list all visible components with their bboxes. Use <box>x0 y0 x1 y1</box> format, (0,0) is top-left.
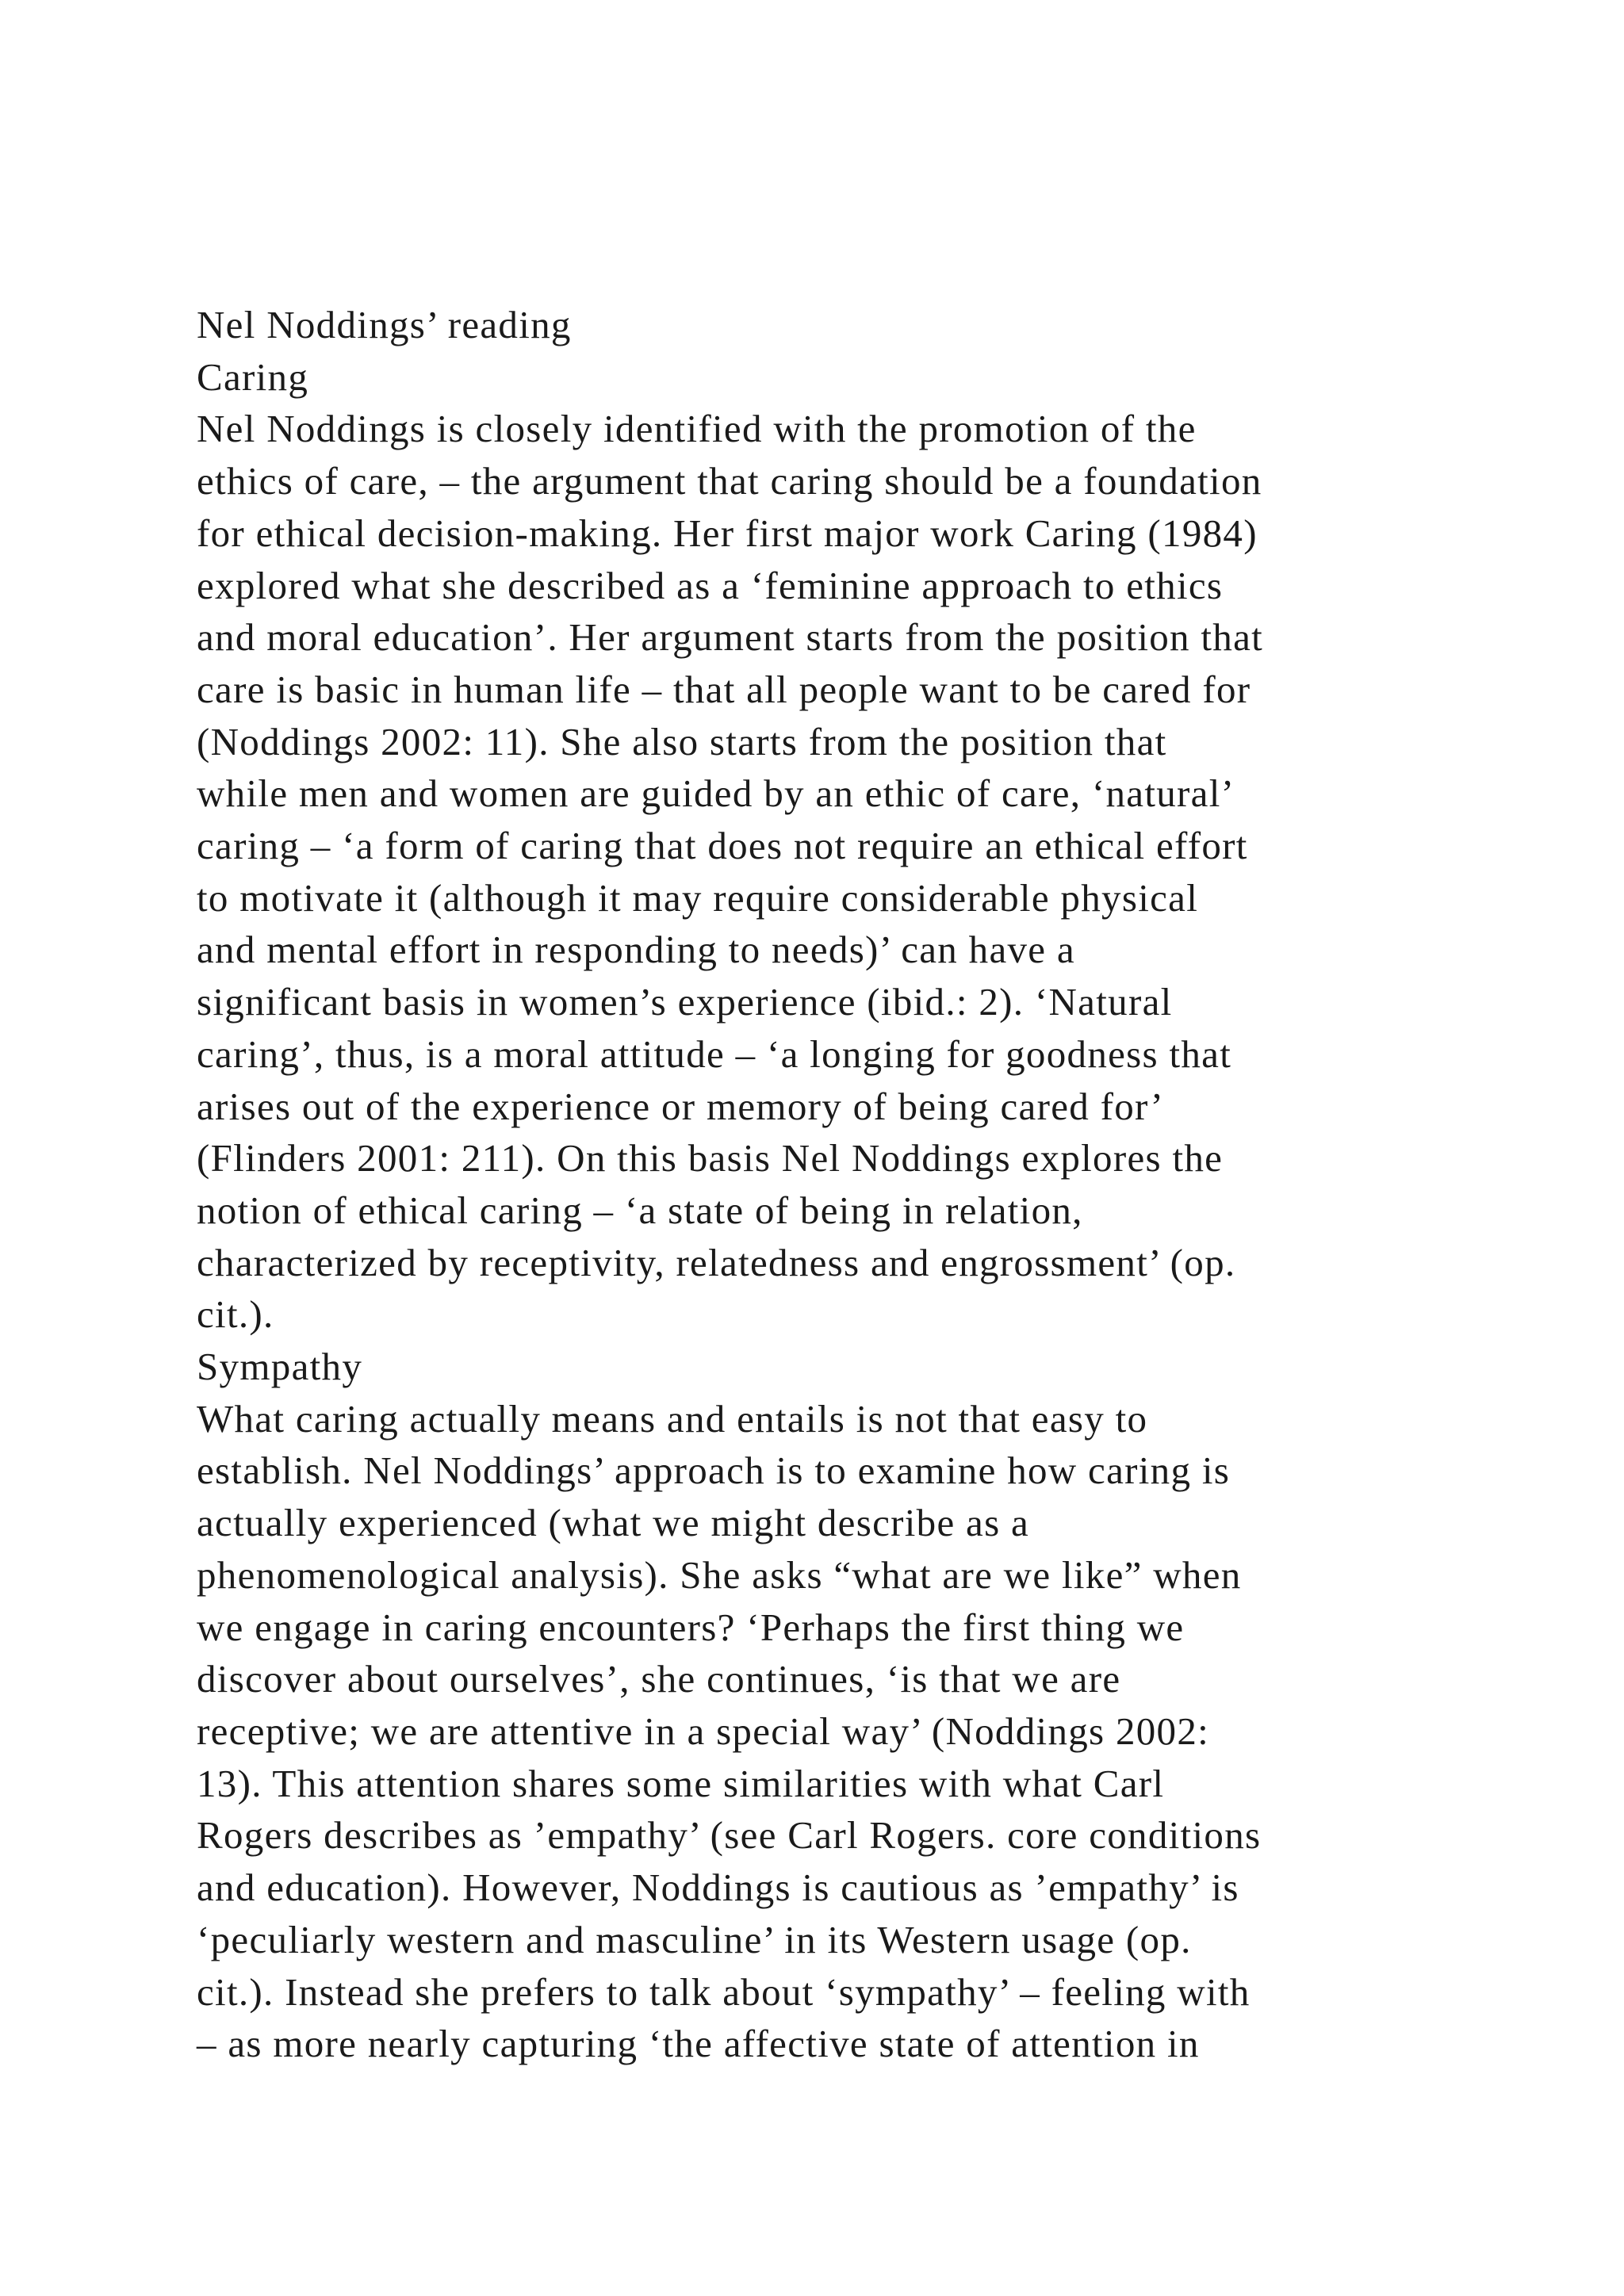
text-line: cit.). Instead she prefers to talk about ‘sympathy’ – feeling with <box>197 1969 1251 2014</box>
text-line: for ethical decision-making. Her first major work Caring (1984) <box>197 511 1258 555</box>
text-line: to motivate it (although it may require considerable physical <box>197 875 1199 920</box>
text-line: characterized by receptivity, relatedness and engrossment’ (op. <box>197 1240 1236 1284</box>
section-heading-caring: Caring <box>197 354 309 399</box>
text-line: discover about ourselves’, she continues, ‘is that we are <box>197 1657 1121 1701</box>
text-line: – as more nearly capturing ‘the affective state of attention in <box>197 2022 1200 2066</box>
text-line: receptive; we are attentive in a special way’ (Noddings 2002: <box>197 1709 1210 1753</box>
text-line: while men and women are guided by an ethic of care, ‘natural’ <box>197 771 1235 816</box>
text-line: actually experienced (what we might describe as a <box>197 1501 1030 1545</box>
text-line: and moral education’. Her argument starts from the position that <box>197 615 1264 660</box>
text-line: and education). However, Noddings is cautious as ’empathy’ is <box>197 1866 1239 1910</box>
text-line: establish. Nel Noddings’ approach is to examine how caring is <box>197 1448 1231 1493</box>
text-line: explored what she described as a ‘feminine approach to ethics <box>197 563 1224 607</box>
text-line: Nel Noddings is closely identified with the promotion of the <box>197 407 1197 451</box>
text-line: What caring actually means and entails is not that easy to <box>197 1396 1148 1441</box>
document-title: Nel Noddings’ reading <box>197 303 572 346</box>
section-heading-sympathy: Sympathy <box>197 1345 363 1389</box>
text-line: cit.). <box>197 1292 274 1337</box>
text-line: care is basic in human life – that all people want to be cared for <box>197 667 1251 711</box>
text-line: and mental effort in responding to needs)’ can have a <box>197 928 1075 972</box>
text-line: caring – ‘a form of caring that does not require an ethical effort <box>197 824 1248 868</box>
text-line: caring’, thus, is a moral attitude – ‘a longing for goodness that <box>197 1031 1232 1076</box>
text-line: notion of ethical caring – ‘a state of being in relation, <box>197 1188 1083 1232</box>
text-line: 13). This attention shares some similarities with what Carl <box>197 1761 1165 1805</box>
text-line: we engage in caring encounters? ‘Perhaps the first thing we <box>197 1605 1185 1649</box>
document-body <box>197 299 1465 2070</box>
text-line: Rogers describes as ’empathy’ (see Carl Rogers. core conditions <box>197 1813 1262 1858</box>
text-line: (Noddings 2002: 11). She also starts from the position that <box>197 719 1167 763</box>
text-line: arises out of the experience or memory of being cared for’ <box>197 1084 1165 1128</box>
text-line: phenomenological analysis). She asks “what are we like” when <box>197 1552 1242 1597</box>
text-line: ethics of care, – the argument that caring should be a foundation <box>197 459 1262 503</box>
text-line: significant basis in women’s experience (ibid.: 2). ‘Natural <box>197 980 1173 1024</box>
text-line: ‘peculiarly western and masculine’ in its Western usage (op. <box>197 1917 1192 1961</box>
text-line: (Flinders 2001: 211). On this basis Nel Noddings explores the <box>197 1136 1224 1181</box>
